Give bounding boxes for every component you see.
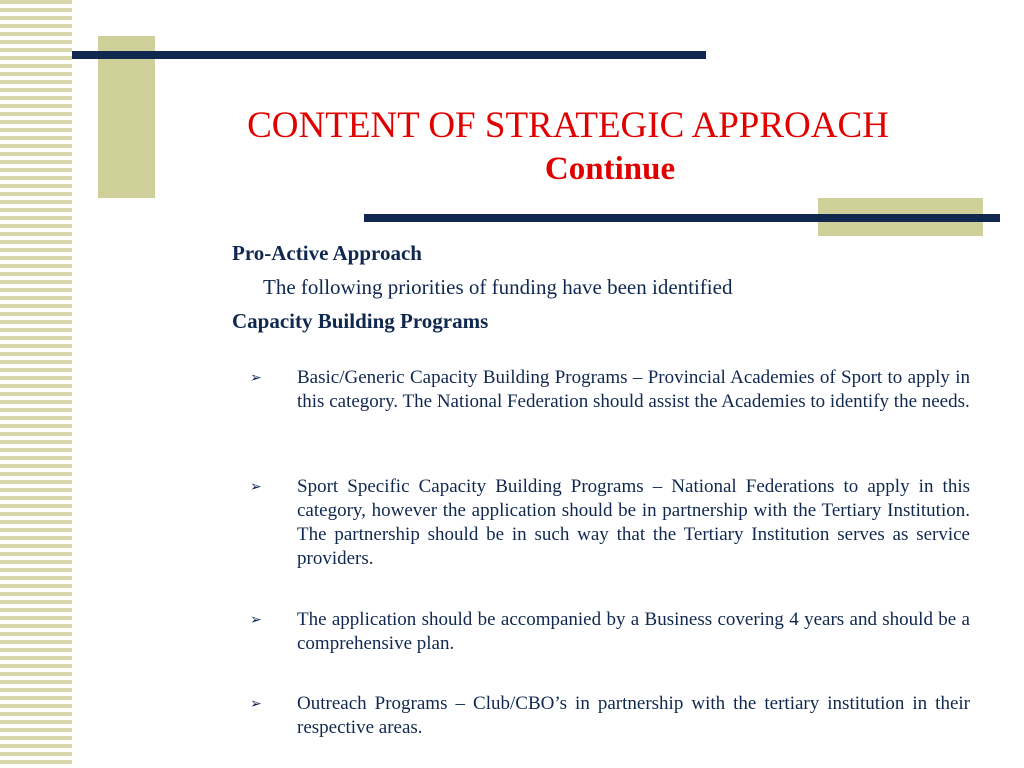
- subsection-heading: Capacity Building Programs: [232, 309, 489, 333]
- section-heading: Pro-Active Approach: [232, 241, 422, 265]
- arrow-bullet-icon: ➢: [250, 479, 262, 495]
- bullet-text: Outreach Programs – Club/CBO’s in partnership with the tertiary institution in their respective areas.: [297, 693, 970, 738]
- decorative-block-top-left: [98, 36, 155, 198]
- arrow-bullet-icon: ➢: [250, 612, 262, 628]
- bullet-text: The application should be accompanied by a Business covering 4 years and should be a comprehensive plan.: [297, 609, 970, 654]
- intro-text: The following priorities of funding have been identified: [263, 275, 733, 299]
- slide-title-continue: Continue: [544, 151, 676, 187]
- arrow-bullet-icon: ➢: [250, 696, 262, 712]
- decorative-stripes: [0, 0, 72, 768]
- arrow-bullet-icon: ➢: [250, 370, 262, 386]
- decorative-bar-bottom: [364, 214, 1000, 222]
- decorative-bar-top: [72, 51, 706, 59]
- slide-title: CONTENT OF STRATEGIC APPROACH: [247, 105, 889, 146]
- bullet-text: Sport Specific Capacity Building Programs – National Federations to apply in this category, however the application should be in partnership with the Tertiary Institution. The partnership should be in such way that the Tertiary Institution serves as service providers.: [297, 476, 970, 569]
- bullet-text: Basic/Generic Capacity Building Programs – Provincial Academies of Sport to apply in this category. The National Federation should assist the Academies to identify the needs.: [297, 367, 970, 412]
